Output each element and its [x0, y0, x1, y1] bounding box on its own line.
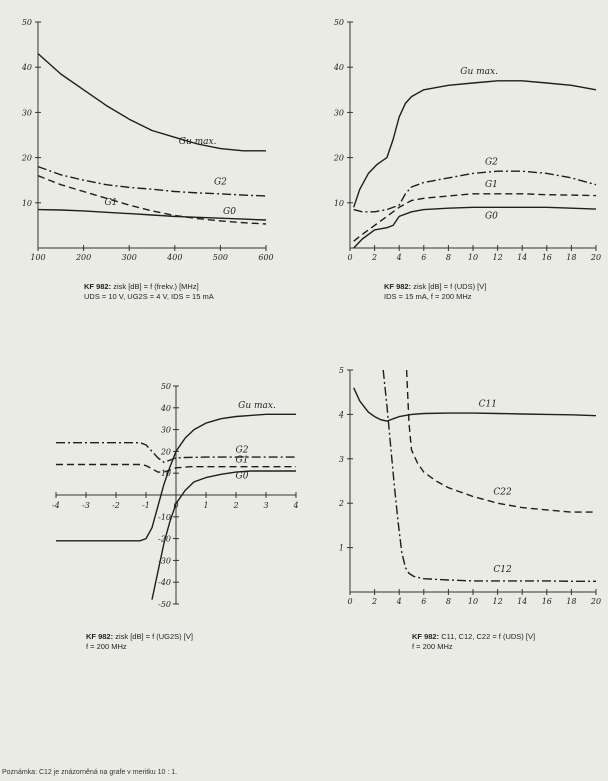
- y-tick-label: 3: [338, 454, 344, 464]
- x-tick-label: 2: [233, 501, 239, 510]
- x-tick-label: 6: [421, 597, 427, 606]
- y-tick-label: 30: [333, 108, 344, 118]
- x-tick-label: 16: [541, 253, 552, 262]
- series-label: G0: [223, 207, 236, 218]
- caption-line1-4: C11, C12, C22 = f (UDS) [V]: [441, 632, 536, 641]
- y-tick-label: 30: [21, 108, 32, 118]
- caption-line2-4: f = 200 MHz: [412, 642, 453, 651]
- x-tick-label: 14: [517, 253, 528, 262]
- series-line-gu-max: [38, 54, 266, 151]
- y-tick-label: 40: [333, 63, 344, 73]
- caption-chart-4: [412, 632, 535, 652]
- series-line-g0: [152, 471, 299, 600]
- x-tick-label: 12: [492, 253, 503, 262]
- chart-2: [333, 18, 601, 262]
- x-tick-label: 4: [396, 597, 402, 606]
- caption-title-1: KF 982:: [84, 282, 112, 291]
- y-tick-label: 50: [160, 382, 171, 391]
- x-tick-label: 16: [541, 597, 552, 606]
- x-tick-label: 200: [75, 253, 92, 262]
- x-tick-label: 4: [396, 253, 402, 262]
- x-tick-label: 12: [492, 597, 503, 606]
- series-label: C22: [493, 487, 512, 498]
- y-tick-label: 40: [160, 403, 171, 413]
- x-tick-label: 400: [167, 253, 183, 262]
- caption-line2-1: UDS = 10 V, UG2S = 4 V, IDS = 15 mA: [84, 292, 214, 301]
- page-note: Poznámka: C12 je znázorněná na grafe v meritku 10 : 1.: [2, 769, 178, 776]
- series-label: G1: [484, 179, 498, 190]
- caption-chart-1: [84, 282, 214, 302]
- x-tick-label: 1: [203, 501, 209, 510]
- series-label: G0: [484, 211, 498, 222]
- series-label: G2: [484, 157, 498, 168]
- series-label: Gu max.: [238, 400, 276, 411]
- y-tick-label: 30: [160, 425, 171, 435]
- x-tick-label: 0: [173, 501, 179, 510]
- caption-line1-3: zisk [dB] = f (UG2S) [V]: [115, 632, 193, 641]
- caption-title-3: KF 982:: [86, 632, 114, 641]
- x-tick-label: 6: [421, 253, 427, 262]
- y-tick-label: 1: [338, 543, 344, 553]
- y-tick-label: 50: [21, 18, 32, 27]
- y-tick-label: 20: [160, 447, 171, 457]
- series-label: G2: [235, 445, 249, 456]
- y-tick-label: 4: [338, 410, 344, 420]
- x-tick-label: 8: [445, 597, 451, 606]
- x-tick-label: 300: [121, 253, 137, 262]
- series-label: Gu max.: [460, 66, 498, 77]
- caption-line1-1: zisk [dB] = f (frekv.) [MHz]: [113, 282, 199, 291]
- series-line-gu-max: [354, 81, 596, 208]
- series-line-g1: [354, 194, 596, 241]
- x-tick-label: 20: [590, 597, 602, 606]
- series-label: G1: [104, 198, 118, 209]
- x-tick-label: -1: [142, 501, 150, 510]
- x-tick-label: -2: [112, 501, 120, 510]
- y-tick-label: -50: [158, 600, 171, 609]
- y-tick-label: -40: [158, 578, 171, 588]
- y-tick-label: -30: [158, 556, 171, 566]
- y-tick-label: 2: [338, 499, 344, 509]
- x-tick-label: 20: [590, 253, 602, 262]
- series-label: C12: [493, 565, 512, 576]
- series-line-g2: [38, 167, 266, 196]
- x-tick-label: 0: [347, 597, 353, 606]
- x-tick-label: 10: [467, 253, 479, 262]
- caption-title-4: KF 982:: [412, 632, 440, 641]
- series-line-c11: [354, 388, 596, 421]
- y-tick-label: -20: [158, 534, 171, 544]
- x-tick-label: 100: [30, 253, 46, 262]
- y-tick-label: 40: [21, 63, 32, 73]
- caption-line2-2: IDS = 15 mA, f = 200 MHz: [384, 292, 472, 301]
- y-tick-label: 5: [338, 366, 344, 375]
- x-tick-label: 18: [566, 253, 577, 262]
- x-tick-label: -4: [52, 501, 60, 510]
- x-tick-label: 4: [293, 501, 299, 510]
- caption-line1-2: zisk [dB] = f (UDS) [V]: [413, 282, 487, 291]
- chart-3: [52, 382, 298, 609]
- y-tick-label: 10: [21, 198, 32, 208]
- caption-chart-2: [384, 282, 486, 302]
- y-tick-label: 10: [160, 469, 171, 479]
- x-tick-label: 18: [566, 597, 577, 606]
- chart-1: [21, 18, 274, 262]
- series-label: C11: [478, 399, 497, 410]
- series-label: G0: [235, 471, 249, 482]
- series-label: G1: [235, 455, 249, 466]
- y-tick-label: 20: [333, 153, 344, 163]
- y-tick-label: 10: [333, 198, 344, 208]
- y-tick-label: -10: [158, 512, 171, 522]
- x-tick-label: 14: [517, 597, 528, 606]
- series-line-g2: [354, 171, 596, 212]
- series-label: Gu max.: [178, 137, 217, 148]
- y-tick-label: 20: [21, 153, 32, 163]
- x-tick-label: 2: [372, 597, 378, 606]
- caption-line2-3: f = 200 MHz: [86, 642, 127, 651]
- x-tick-label: 500: [212, 253, 229, 262]
- chart-4: [338, 366, 601, 606]
- x-tick-label: 600: [258, 253, 274, 262]
- y-tick-label: 50: [333, 18, 344, 27]
- x-tick-label: 2: [372, 253, 378, 262]
- caption-title-2: KF 982:: [384, 282, 412, 291]
- x-tick-label: 0: [347, 253, 353, 262]
- caption-chart-3: [86, 632, 193, 652]
- series-label: G2: [213, 177, 227, 188]
- x-tick-label: 3: [263, 501, 269, 510]
- x-tick-label: 8: [445, 253, 451, 262]
- x-tick-label: 10: [467, 597, 479, 606]
- x-tick-label: -3: [82, 501, 90, 510]
